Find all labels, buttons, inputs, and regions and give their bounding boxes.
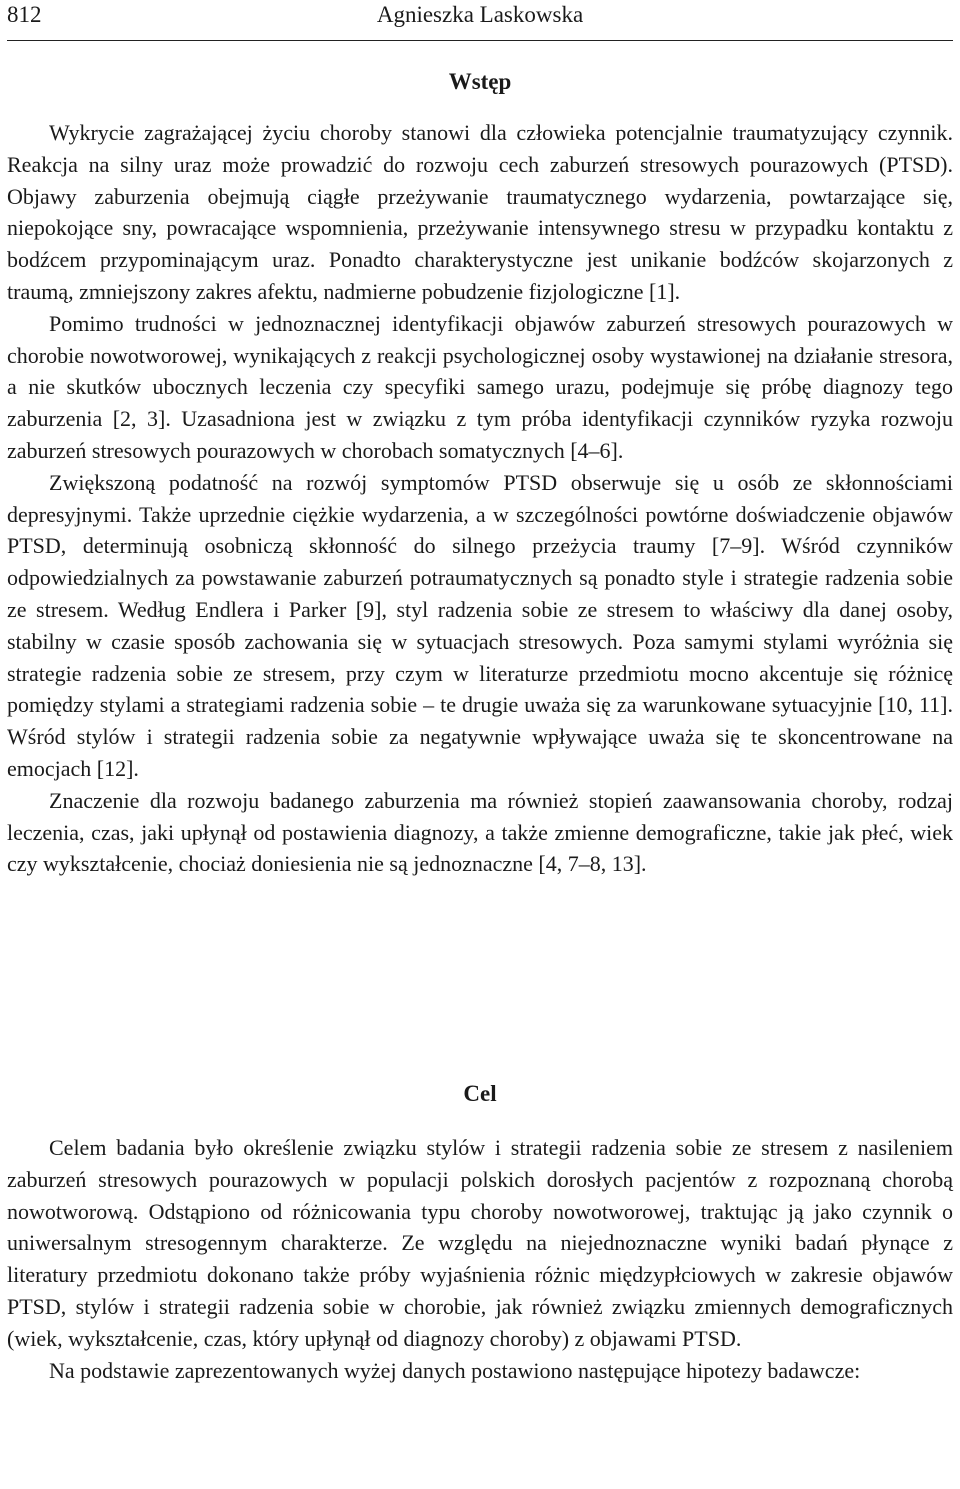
section-body-wstep: [7, 117, 953, 880]
paragraph: Celem badania było określenie związku stylów i strategii radzenia sobie ze stresem z nasileniem zaburzeń stresowych pourazowych w populacji polskich dorosłych pacjentów z rozpoznaną chorobą nowotworową. Odstąpiono od różnicowania typu choroby nowotworowej, traktując ją jako czynnik o uniwersalnym stresogennym charakterze. Ze względu na niejednoznaczne wyniki badań płynące z literatury przedmiotu dokonano także próby wyjaśnienia różnic międzypłciowych w zakresie objawów PTSD, stylów i strategii radzenia sobie w chorobie, jak również związku zmiennych demograficznych (wiek, wykształcenie, czas, który upłynął od diagnozy choroby) z objawami PTSD.: [7, 1135, 953, 1351]
section-heading-wstep: Wstęp: [448, 69, 512, 94]
paragraph: Pomimo trudności w jednoznacznej identyfikacji objawów zaburzeń stresowych pourazowych w chorobie nowotworowej, wynikających z reakcji psychologicznej osoby wystawionej na działanie stresora, a nie skutków ubocznych leczenia czy specyfiki samego urazu, podejmuje się próbę diagnozy tego zaburzenia [2, 3]. Uzasadniona jest w związku z tym próba identyfikacji czynników ryzyka rozwoju zaburzeń stresowych pourazowych w chorobach somatycznych [4–6].: [7, 310, 953, 463]
running-header: [7, 0, 953, 41]
paragraph: Na podstawie zaprezentowanych wyżej danych postawiono następujące hipotezy badawcze:: [49, 1357, 861, 1383]
paragraph: Wykrycie zagrażającej życiu choroby stanowi dla człowieka potencjalnie traumatyzujący czynnik. Reakcja na silny uraz może prowadzić do rozwoju cech zaburzeń stresowych pourazowych (PTSD). Objawy zaburzenia obejmują ciągłe przeżywanie traumatycznego wydarzenia, powtarzające się, niepokojące sny, powracające wspomnienia, przeżywanie intensywnego stresu w przypadku kontaktu z bodźcem przypominającym uraz. Ponadto charakterystyczne jest unikanie bodźców skojarzonych z traumą, zmniejszony zakres afektu, nadmierne pobudzenie fizjologiczne [1].: [7, 120, 953, 304]
section-heading-cel: Cel: [463, 1081, 497, 1106]
section-body-cel: [7, 1132, 953, 1386]
paragraph: Zwiększoną podatność na rozwój symptomów PTSD obserwuje się u osób ze skłonnościami depresyjnymi. Także uprzednie ciężkie wydarzenia, a w szczególności powtórne doświadczenie objawów PTSD, determinują osobniczą skłonność do silnego przeżycia traumy [7–9]. Wśród czynników odpowiedzialnych za powstawanie zaburzeń potraumatycznych są ponadto style i strategie radzenia sobie ze stresem. Według Endlera i Parker [9], styl radzenia sobie ze stresem to właściwy dla danej osoby, stabilny w czasie sposób zachowania się w sytuacjach stresowych. Poza samymi stylami wyróżnia się strategie radzenia sobie ze stresem, przy czym w literaturze przedmiotu mocno akcentuje się różnicę pomiędzy stylami a strategiami radzenia sobie – te drugie uważa się za warunkowane sytuacyjnie [10, 11]. Wśród stylów i strategii radzenia sobie za negatywnie wpływające uważa się te skoncentrowane na emocjach [12].: [7, 469, 953, 781]
page-number: 812: [7, 2, 42, 27]
running-head-author: Agnieszka Laskowska: [376, 2, 584, 27]
paragraph: Znaczenie dla rozwoju badanego zaburzenia ma również stopień zaawansowania choroby, rodzaj leczenia, czas, jaki upłynął od postawienia diagnozy, a także zmienne demograficzne, takie jak płeć, wiek czy wykształcenie, chociaż doniesienia nie są jednoznaczne [4, 7–8, 13].: [7, 787, 953, 877]
